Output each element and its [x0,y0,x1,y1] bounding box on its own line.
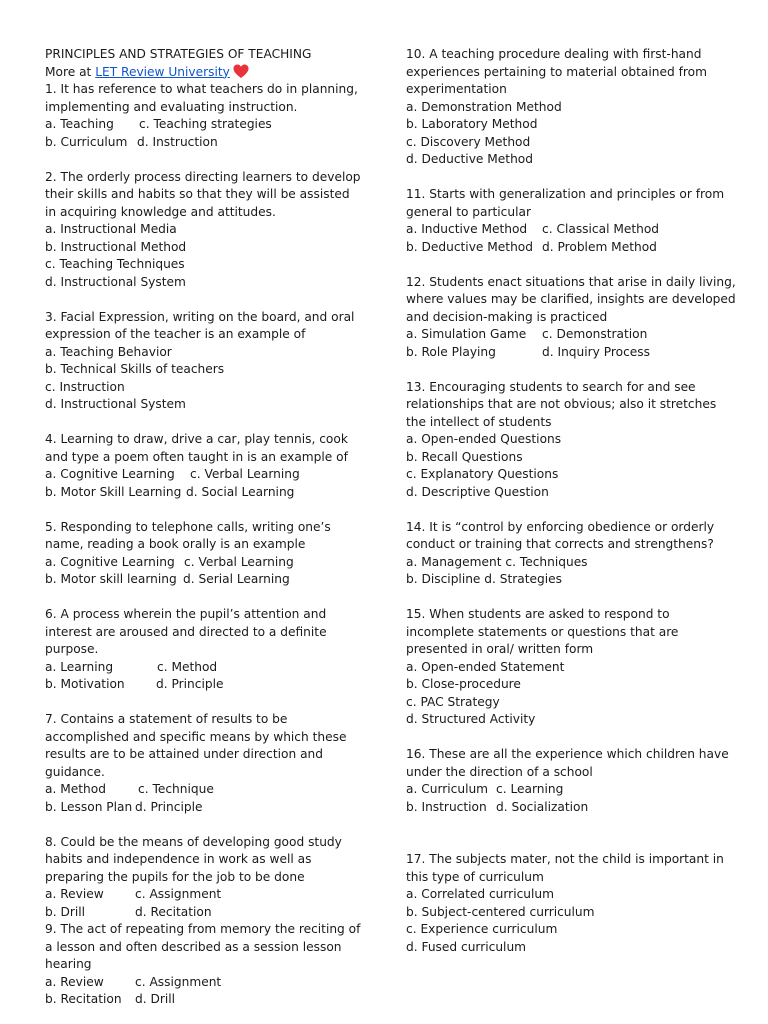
options-row [45,554,363,572]
options-row [45,484,363,502]
option: b. Drill [45,904,86,919]
option: b. Curriculum [45,134,128,149]
options-row [45,134,363,152]
option: a. Teaching Behavior [45,344,172,359]
option: a. Method [45,782,106,796]
option: d. Socialization [496,799,589,814]
option: b. Role Playing [406,344,496,359]
option: b. Technical Skills of teachers [45,362,225,376]
option: a. Review [45,887,104,901]
options-row [406,344,736,362]
option: a. Review [45,974,104,989]
more-at-label: More at [45,64,96,79]
question-10: 10. A teaching procedure dealing with first-hand experiences pertaining to material obtained from experimentation [406,47,707,96]
option: b. Subject-centered curriculum [406,904,595,919]
options-row [406,239,736,257]
option: a. Simulation Game [406,327,527,341]
option: a. Cognitive Learning [45,554,175,569]
option: d. Fused curriculum [406,939,527,954]
option: d. Principle [135,799,203,814]
question-8: 8. Could be the means of developing good study habits and independence in work as well as preparing the pupils for the job to be done [45,834,342,884]
option: b. Instructional Method [45,239,187,254]
option: b. Discipline d. Strategies [406,572,563,586]
options-row [45,991,363,1009]
options-row [45,659,363,677]
question-5: 5. Responding to telephone calls, writing one’s name, reading a book orally is an example [45,519,331,551]
option: b. Close-procedure [406,677,521,691]
option: d. Drill [135,992,176,1006]
right-column [406,46,736,956]
question-6: 6. A process wherein the pupil’s attention and interest are aroused and directed to a definite purpose. [45,607,327,656]
option: d. Instructional System [45,397,186,411]
options-row [45,781,363,799]
option: b. Motivation [45,677,125,691]
option: b. Motor Skill Learning [45,484,182,499]
option: d. Principle [156,677,224,691]
options-row [45,116,363,134]
question-4: 4. Learning to draw, drive a car, play tennis, cook and type a poem often taught in is an example of [45,432,348,464]
option: a. Correlated curriculum [406,887,554,901]
options-row [45,974,363,992]
option: d. Instructional System [45,274,186,289]
question-12: 12. Students enact situations that arise in daily living, where values may be clarified, insights are developed and decision-making is practiced [406,274,736,324]
question-1: 1. It has reference to what teachers do in planning, implementing and evaluating instruction. [45,82,358,114]
question-17: 17. The subjects mater, not the child is important in this type of curriculum [406,852,724,884]
question-7: 7. Contains a statement of results to be accomplished and specific means by which these results are to be attained under direction and guidance. [45,712,347,779]
option: c. Experience curriculum [406,922,558,936]
option: c. Verbal Learning [190,467,300,481]
page-title: PRINCIPLES AND STRATEGIES OF TEACHING [45,47,312,61]
options-row [45,904,363,922]
option: a. Demonstration Method [406,99,562,114]
option: a. Open-ended Statement [406,659,565,674]
let-review-university-link[interactable]: LET Review University [95,64,230,79]
option: a. Management c. Techniques [406,554,588,569]
option: c. PAC Strategy [406,694,500,709]
question-3: 3. Facial Expression, writing on the board, and oral expression of the teacher is an example of [45,309,355,341]
option: a. Teaching [45,117,114,131]
options-row [406,221,736,239]
option: c. Verbal Learning [184,554,294,569]
option: c. Teaching Techniques [45,257,185,271]
options-row [45,799,363,817]
option: d. Problem Method [542,239,657,254]
options-row [406,781,736,799]
option: d. Deductive Method [406,152,533,166]
option: c. Method [157,659,218,674]
option: c. Assignment [135,887,222,901]
option: b. Motor skill learning [45,572,177,586]
option: b. Instruction [406,799,487,814]
option: c. Learning [496,782,564,796]
option: c. Demonstration [542,327,648,341]
option: a. Learning [45,659,114,674]
question-2: 2. The orderly process directing learners to develop their skills and habits so that they will be assisted in acquiring knowledge and attitudes. [45,169,361,219]
options-row [406,799,736,817]
question-14: 14. It is “control by enforcing obedience or orderly conduct or training that corrects and strengthens? [406,519,715,551]
question-11: 11. Starts with generalization and principles or from general to particular [406,187,725,219]
option: b. Recitation [45,992,122,1006]
option: d. Serial Learning [183,572,290,586]
option: c. Classical Method [542,222,660,236]
option: a. Inductive Method [406,222,528,236]
left-column [45,46,363,1009]
option: d. Recitation [135,904,212,919]
options-row [45,571,363,589]
option: c. Instruction [45,379,125,394]
question-13: 13. Encouraging students to search for and see relationships that are not obvious; also it stretches the intellect of students [406,379,717,429]
options-row [45,466,363,484]
option: d. Inquiry Process [542,344,650,359]
option: b. Laboratory Method [406,117,538,131]
option: a. Open-ended Questions [406,432,562,446]
option: a. Cognitive Learning [45,467,175,481]
options-row [406,326,736,344]
option: d. Instruction [137,134,218,149]
option: c. Explanatory Questions [406,467,559,481]
option: d. Social Learning [186,484,295,499]
option: c. Discovery Method [406,134,531,149]
option: d. Descriptive Question [406,484,549,499]
option: b. Lesson Plan [45,799,133,814]
option: c. Teaching strategies [139,117,272,131]
option: c. Technique [138,782,214,796]
options-row [45,676,363,694]
option: a. Instructional Media [45,222,177,236]
question-16: 16. These are all the experience which children have under the direction of a school [406,747,729,779]
question-15: 15. When students are asked to respond to incomplete statements or questions that are presented in oral/ written form [406,607,679,656]
option: b. Deductive Method [406,239,533,254]
more-at-line [45,64,363,82]
options-row [45,886,363,904]
option: c. Assignment [135,974,222,989]
question-9: 9. The act of repeating from memory the reciting of a lesson and often described as a session lesson hearing [45,922,361,971]
option: b. Recall Questions [406,449,523,464]
option: d. Structured Activity [406,712,536,726]
option: a. Curriculum [406,782,489,796]
